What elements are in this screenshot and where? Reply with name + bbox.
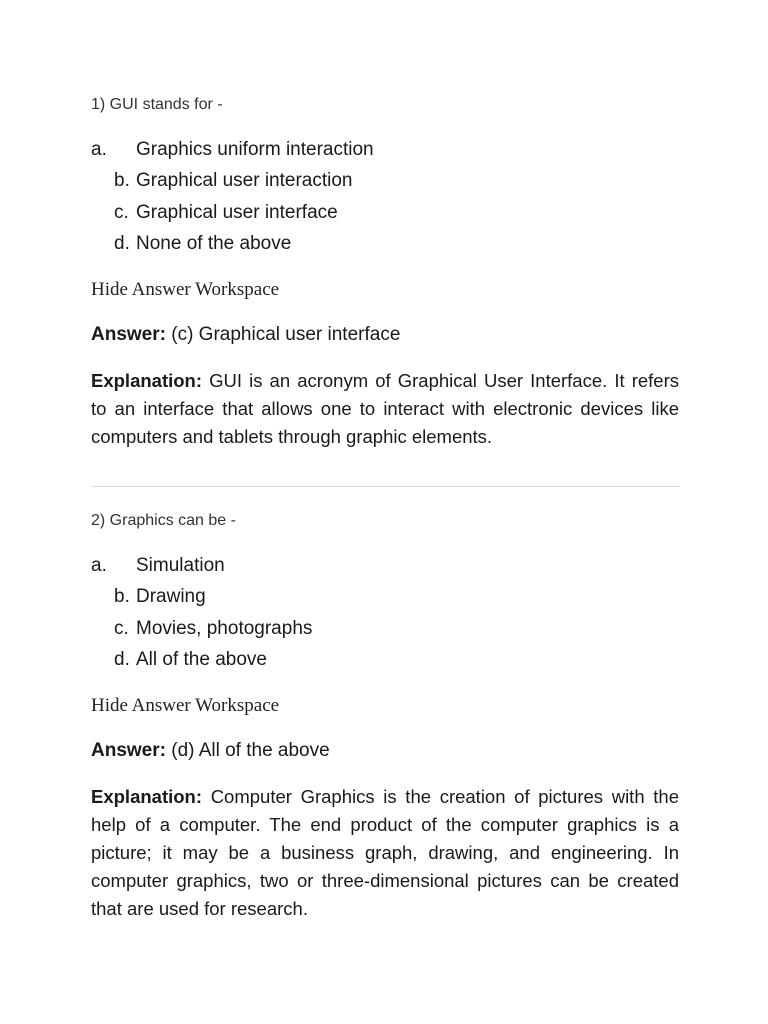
question-title: 2) Graphics can be -: [91, 512, 236, 529]
option-letter: b.: [114, 170, 130, 191]
answer-line: [91, 739, 330, 763]
explanation-text: Computer Graphics is the creation of pictures with the help of a computer. The end product of the computer graphics is a picture; it may be a business graph, drawing, and engineering. In computer graphics, two or three-dimensional pictures can be created that are used for research.: [91, 786, 679, 919]
explanation-text: GUI is an acronym of Graphical User Interface. It refers to an interface that allows one to interact with electronic devices like computers and tablets through graphic elements.: [91, 370, 679, 447]
question-1: [91, 95, 681, 447]
option-text: All of the above: [136, 649, 267, 670]
question-divider: [91, 486, 679, 487]
option-letter: d.: [114, 649, 130, 670]
option-text: Graphics uniform interaction: [136, 139, 374, 160]
option-text: Drawing: [136, 586, 206, 607]
question-title: 1) GUI stands for -: [91, 96, 223, 113]
question-2: [91, 511, 681, 919]
option-text: None of the above: [136, 233, 292, 254]
option-letter: a.: [91, 555, 107, 576]
explanation-label: Explanation:: [91, 786, 203, 807]
hide-answer-link[interactable]: Hide Answer Workspace: [91, 279, 280, 300]
answer-label: Answer:: [91, 324, 166, 345]
option-text: Simulation: [136, 555, 225, 576]
option-letter: b.: [114, 586, 130, 607]
option-text: Graphical user interaction: [136, 170, 353, 191]
answer-text: (c) Graphical user interface: [171, 324, 401, 345]
option-letter: d.: [114, 233, 130, 254]
answer-text: (d) All of the above: [171, 740, 330, 761]
option-letter: c.: [114, 202, 129, 223]
hide-answer-link[interactable]: Hide Answer Workspace: [91, 695, 280, 716]
explanation-label: Explanation:: [91, 370, 203, 391]
option-letter: a.: [91, 139, 107, 160]
explanation: [91, 367, 679, 451]
explanation: [91, 783, 679, 923]
answer-label: Answer:: [91, 740, 166, 761]
option-text: Movies, photographs: [136, 618, 313, 639]
answer-line: [91, 323, 400, 347]
option-letter: c.: [114, 618, 129, 639]
option-text: Graphical user interface: [136, 202, 338, 223]
